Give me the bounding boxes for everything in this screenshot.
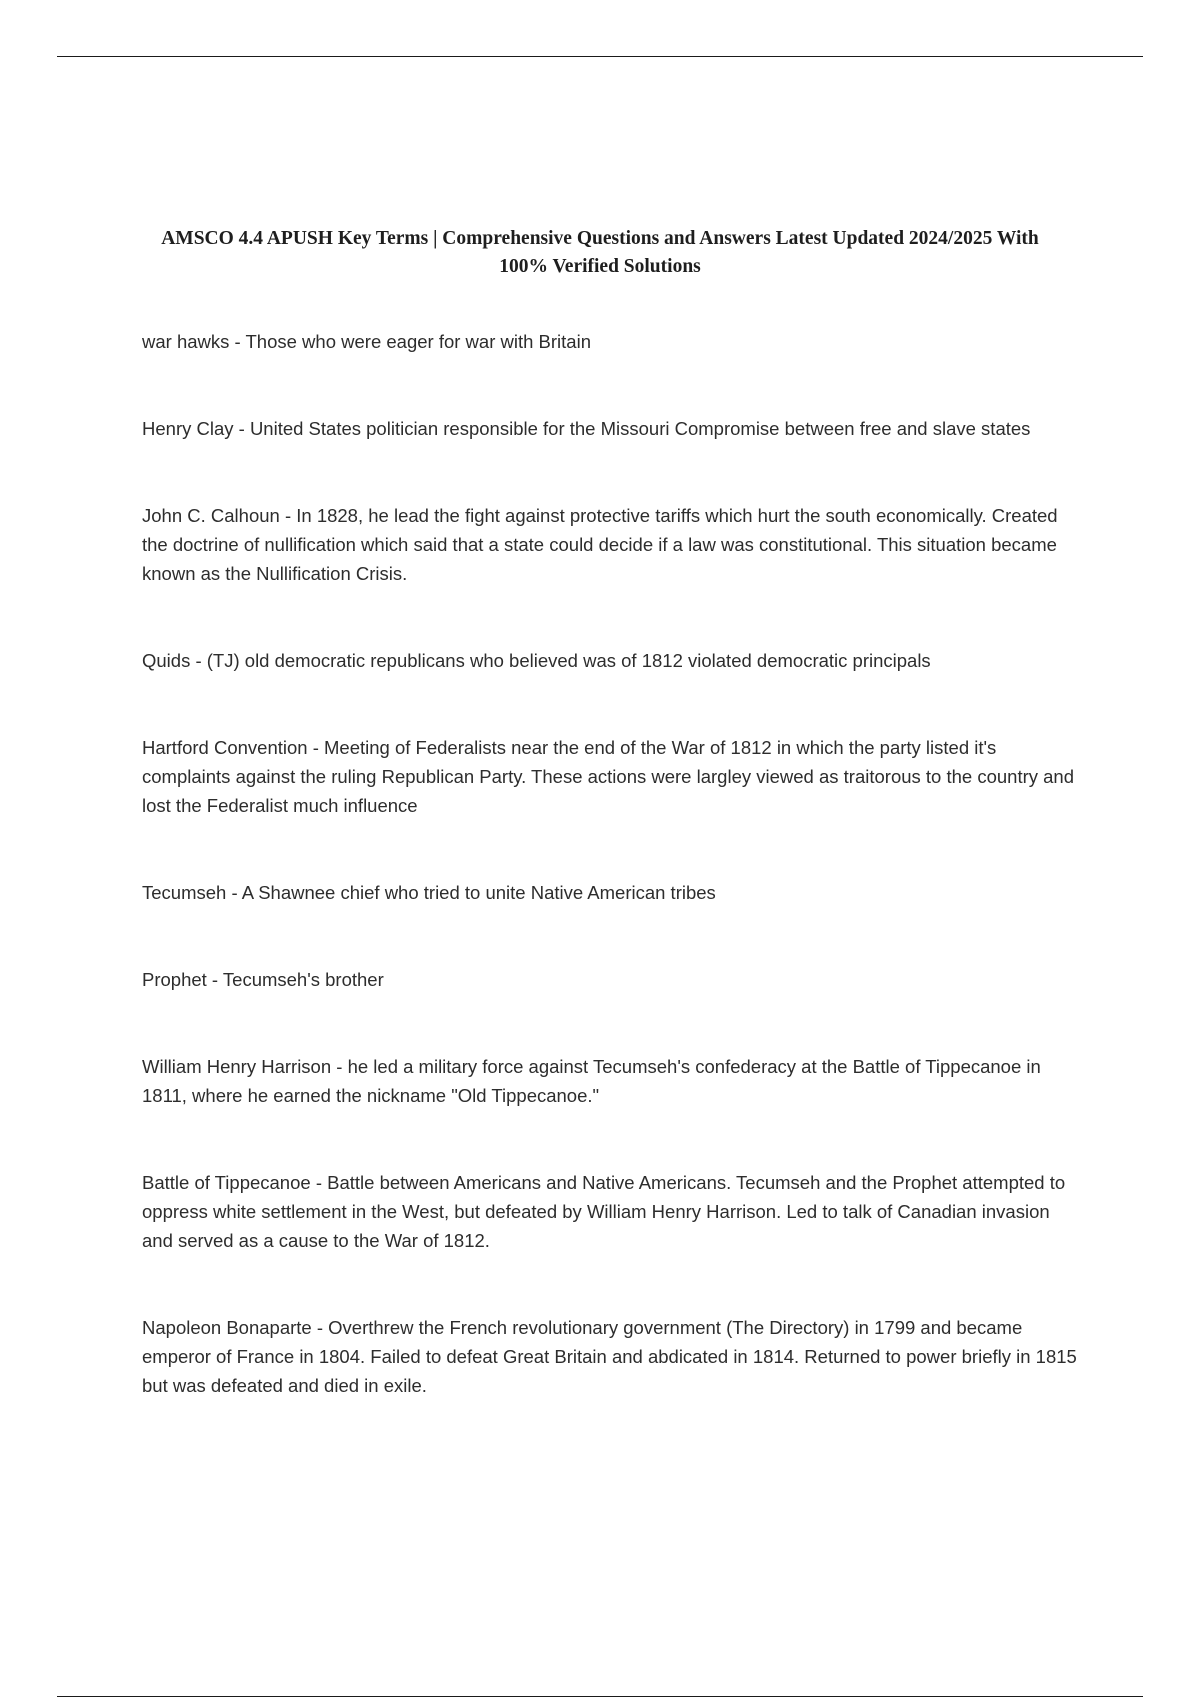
term-hartford-convention: Hartford Convention - Meeting of Federalists near the end of the War of 1812 in which the party listed it's complaints against the ruling Republican Party. These actions were largley viewed as traitorous to the country and lost the Federalist much influence — [142, 737, 1075, 816]
term-john-c-calhoun: John C. Calhoun - In 1828, he lead the fight against protective tariffs which hurt the south economically. Created the doctrine of nullification which said that a state could decide if a law was constitutional. This situation became known as the Nullification Crisis. — [142, 505, 1058, 584]
top-divider — [57, 56, 1143, 57]
term-william-henry-harrison: William Henry Harrison - he led a military force against Tecumseh's confederacy at the Battle of Tippecanoe in 1811, where he earned the nickname "Old Tippecanoe." — [142, 1056, 1041, 1106]
term-prophet: Prophet - Tecumseh's brother — [142, 969, 384, 990]
term-henry-clay: Henry Clay - United States politician responsible for the Missouri Compromise between free and slave states — [142, 418, 1031, 439]
term-war-hawks: war hawks - Those who were eager for war with Britain — [142, 331, 591, 352]
document-title: AMSCO 4.4 APUSH Key Terms | Comprehensive Questions and Answers Latest Updated 2024/2025 With 100% Verified Solutions — [161, 228, 1039, 278]
term-tecumseh: Tecumseh - A Shawnee chief who tried to unite Native American tribes — [142, 882, 716, 903]
bottom-divider — [57, 1696, 1143, 1697]
term-battle-of-tippecanoe: Battle of Tippecanoe - Battle between Americans and Native Americans. Tecumseh and the Prophet attempted to oppress white settlement in the West, but defeated by William Henry Harrison. Led to talk of Canadian invasion and served as a cause to the War of 1812. — [142, 1172, 1066, 1251]
key-terms-list — [142, 327, 1077, 1400]
term-quids: Quids - (TJ) old democratic republicans who believed was of 1812 violated democratic principals — [142, 650, 931, 671]
term-napoleon-bonaparte: Napoleon Bonaparte - Overthrew the French revolutionary government (The Directory) in 1799 and became emperor of France in 1804. Failed to defeat Great Britain and abdicated in 1814. Returned to power briefly in 1815 but was defeated and died in exile. — [142, 1317, 1077, 1396]
